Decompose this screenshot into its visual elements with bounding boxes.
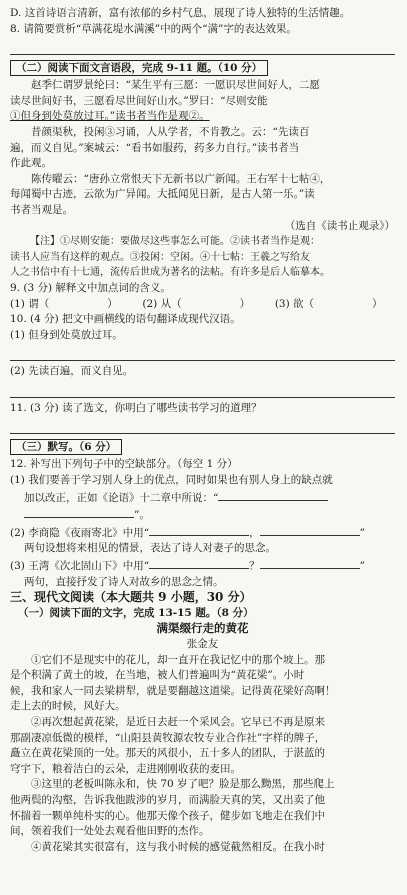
q12-blank-3[interactable]: [149, 524, 249, 536]
q9-item-3-close: ）: [372, 297, 383, 310]
article-line: 走上去的时候，风好大。: [10, 700, 126, 713]
passage-line-underlined: ①但身到处莫放过耳。”读书者当作是观②。: [10, 110, 210, 123]
article-line: 怀揣着一颗单纯朴实的心。他那天像个孩子，健步如飞地走在我们中: [10, 809, 325, 822]
q12-line-1a: (1) 我们要善于学习别人身上的优点，同时如果也有别人身上的缺点就: [10, 474, 333, 487]
q9-item-3-open: (3) 欲（: [274, 297, 315, 310]
part-3-sub-header: （一）阅读下面的文字，完成 13-15 题。（8 分）: [18, 606, 254, 619]
article-line: ①它们不是现实中的花儿，却一直开在我记忆中的那个坡上。那: [31, 653, 325, 666]
article-title: 满渠缀行走的黄花: [156, 621, 249, 636]
article-line: ④黄花梁其实很富有，这与我小时候的感觉截然相反。在我小时: [31, 840, 325, 853]
question-10-sentence-1: (1) 但身到处莫放过耳。: [10, 328, 123, 341]
q12-line-3b-text: ？: [249, 560, 260, 573]
passage-line: 读尽世间好书，三愿看尽世间好山水。”罗曰：“尽则安能: [10, 94, 268, 107]
q9-item-1-open: (1) 谓（: [10, 297, 50, 310]
article-line: 矗立在黄花梁顶的一处。那天的风很小，五十多人的团队，于湛蓝的: [10, 747, 325, 760]
q12-line-1c-text: ”。: [134, 509, 150, 522]
article-line: 是个积满了黄土的坡，在当地，被人们普遍叫为“黄花梁”。小时: [10, 669, 305, 682]
passage-line: 昔颜渠秋，投闲③习诵，人从学者，不肯教之。云：“先读百: [31, 125, 310, 138]
section-3-header: （三）默写。（6 分）: [10, 439, 122, 455]
answer-line[interactable]: [10, 39, 395, 55]
article-author: 张金友: [186, 638, 219, 650]
q12-line-2a: (2) 李商隐《夜雨寄北》中用“ ， ”: [10, 524, 395, 542]
q12-line-3c-text: ”: [359, 560, 365, 573]
q12-line-3a: [10, 557, 395, 575]
answer-line[interactable]: [10, 418, 395, 434]
option-d: D. 这首诗语言清新，富有浓郁的乡村气息，展现了诗人独特的生活情趣。: [10, 7, 351, 19]
question-10-sentence-2: (2) 先读百遍，而义自见。: [10, 365, 134, 378]
q12-line-2b-text: ”: [359, 526, 365, 539]
passage-line: 赵季仁谓罗景纶曰：“某生平有三愿：一愿识尽世间好人，二愿: [31, 79, 320, 92]
q12-line-2c: 两句设想将来相见的情景，表达了诗人对妻子的思念。: [24, 542, 276, 555]
article-line: ③这里的老板叫陈永和，快 70 岁了吧？脸是那么黝黑，那些爬上: [31, 778, 335, 791]
note-line: 读书人应当有这样的观点。③投闲：空闲。④十七帖：王羲之写给友: [10, 251, 310, 263]
q12-blank-4[interactable]: [260, 524, 360, 536]
q12-blank-1[interactable]: [218, 489, 328, 501]
question-9: 9. (3 分) 解释文中加点词的含义。: [10, 281, 171, 294]
article-line: 候，我和家人一同去梁耕犁，就是要翻越这道梁。记得黄花梁好高啊！: [10, 684, 336, 697]
q12-line-3d: 两句，直接抒发了诗人对故乡的思念之情。: [24, 575, 224, 588]
q12-line-2a-text: (2) 李商隐《夜雨寄北》中用“: [10, 526, 150, 539]
passage-line: 陈传曜云：“唐孙立常恨天下无新书以广新闻。王右军十七帖④，: [31, 172, 331, 185]
part-3-header: 三、现代文阅读（本大题共 9 小题，30 分）: [10, 590, 252, 605]
q12-line-3a-text: (3) 王湾《次北固山下》中用“: [10, 560, 150, 573]
question-11: 11. (3 分) 读了选文，你明白了哪些读书学习的道理？: [10, 401, 262, 414]
passage-line: 每闻蜀中古迹，云欲为广异闻。大抵闻见日新，是古人第一乐。”读: [10, 188, 315, 201]
q12-blank-5[interactable]: [149, 557, 249, 569]
question-8: 8. 请简要赏析“草满花堤水满溪”中的两个“满”字的表达效果。: [10, 22, 297, 35]
article-line: ②再次想起黄花梁，是近日去赶一个采风会。它早已不再是原来: [31, 715, 325, 728]
answer-line[interactable]: [10, 382, 395, 398]
question-9-items: [10, 297, 395, 313]
q12-blank-6[interactable]: [260, 557, 360, 569]
passage-line: 书者当观是。: [10, 203, 73, 216]
article-line: 他两鬓的沟壑，告诉我他跋涉的岁月，而满脸天真的笑，又出卖了他: [10, 793, 325, 806]
article-line: 那副凄凉低微的模样，“山阳县黄牧源农牧专业合作社”字样的牌子，: [10, 731, 326, 744]
passage-line: 作此观。: [10, 157, 52, 170]
q9-item-2-open: (2) 从（: [142, 297, 182, 310]
passage-line: 遍，而义自见。”案城云：“看书如服药，药多力自行。”读书者当: [10, 141, 300, 154]
source-citation: （选自《读书止观录》）: [284, 219, 395, 232]
section-2-header: （二）阅读下面文言语段，完成 9-11 题。（10 分）: [10, 60, 268, 76]
note-line: 人之书信中有十七通，流传后世成为著名的法帖。有许多是后人临摹本。: [10, 267, 330, 279]
article-line: 间，领着我们一处处去观看他田野的杰作。: [10, 825, 210, 838]
q12-line-1b: [10, 489, 395, 507]
note-line: 【注】①尽则安能：要做尽这些事怎么可能。②读书者当作是观：: [30, 236, 320, 248]
q9-item-1-close: ）: [107, 297, 118, 310]
article-line: 穹宇下，粮着洁白的云朵，走进刚刚收获的麦田。: [10, 762, 241, 775]
q12-line-1b-text: 加以改正，正如《论语》十二章中所说：“: [24, 491, 219, 504]
q12-blank-2[interactable]: [24, 506, 134, 518]
answer-line[interactable]: [10, 345, 395, 361]
q12-line-1c: [10, 506, 395, 524]
question-10: 10. (4 分) 把文中画横线的语句翻译成现代汉语。: [10, 313, 241, 326]
question-12: 12. 补写出下列句子中的空缺部分。（每空 1 分）: [10, 458, 238, 471]
q9-item-2-close: ）: [239, 297, 251, 310]
